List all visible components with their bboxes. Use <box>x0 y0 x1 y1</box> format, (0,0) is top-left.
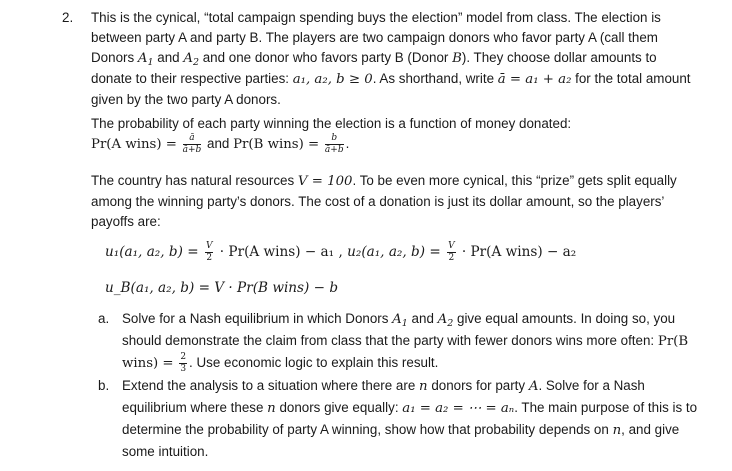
intro-text-1: This is the cynical, “total campaign spending buys the election” model from class. The election is between party A and party B. The players are two campaign donors who favor party A (call them Donors <box>91 10 661 65</box>
two-thirds-fraction: $\frac{2}{3}$ <box>180 351 187 374</box>
payoff-equations-a <box>105 240 695 264</box>
intro-text-2: and <box>153 50 184 65</box>
n-symbol-1: n <box>419 379 428 394</box>
donor-b: B <box>452 51 462 66</box>
donor-a2: $A_2$ <box>183 51 199 68</box>
ub-equation: u_B(a₁, a₂, b) = V · Pr(B wins) − b <box>105 280 339 296</box>
v-definition: V = 100 <box>297 174 353 189</box>
equation-separator: , <box>338 244 343 260</box>
payoff-text-1: The country has natural resources <box>91 173 298 188</box>
u2-rhs: · Pr(A wins) − a₂ <box>461 244 577 260</box>
part-a-donor-a2: $A_2$ <box>437 312 454 329</box>
part-a-donor-a1: $A_1$ <box>392 312 408 329</box>
payoff-paragraph <box>91 171 691 232</box>
n-symbol-3: n <box>612 423 622 438</box>
pr-b-fraction: $\frac{b}{ā+b}$ <box>324 133 344 155</box>
part-a-label: a. <box>98 311 110 326</box>
u1-half-fraction: $\frac{V}{2}$ <box>205 241 213 263</box>
payoff-text-2: . To be even more cynical, this “prize” gets split equally among the winning party’s donors. The cost of a donation is just its dollar amount, so the players’ payoffs are: <box>91 173 677 229</box>
part-a-text: Solve for a Nash equilibrium in which Donors $A_1$ and $A_2$ give equal amounts. In doing so, you should demonstrate the claim from class that the party with fewer donors wins more often: Pr(B wins) = $\frac{2}{3}$ . Use economic logic to explain this result. <box>122 311 689 374</box>
intro-text-5: . As shorthand, write <box>372 71 498 86</box>
abar-definition: ā = a₁ + a₂ <box>497 72 572 87</box>
part-b <box>98 375 698 462</box>
prob-text-and: and <box>203 136 234 152</box>
prob-text-end: . <box>345 136 350 152</box>
u1-rhs: · Pr(A wins) − a₁ <box>219 244 335 260</box>
part-a <box>98 308 698 374</box>
pr-a-lhs: Pr(A wins) = <box>91 137 177 153</box>
probability-text: The probability of each party winning the election is a function of money donated: <box>91 116 572 131</box>
payoff-equation-b <box>105 276 695 300</box>
n-symbol-2: n <box>267 401 276 416</box>
pr-b-claim: Pr(B wins) = <box>122 334 689 371</box>
question-number: 2. <box>62 10 74 25</box>
donation-constraint: a₁, a₂, b ≥ 0 <box>292 72 373 87</box>
pr-a-fraction: $\frac{ā}{ā+b}$ <box>182 133 202 155</box>
u1-lhs: u₁(a₁, a₂, b) = <box>105 244 199 260</box>
u2-lhs: u₂(a₁, a₂, b) = <box>347 244 441 260</box>
probability-formulas <box>91 134 691 155</box>
part-b-text: Extend the analysis to a situation where there are n donors for party A. Solve for a Nash equilibrium where these n donors give equally: a₁ = a₂ = ⋯ = aₙ. The main purpose of this is to determine the probability of party A winning, show how that probability depends on n, and give some intuition. <box>122 378 698 459</box>
pr-b-lhs: Pr(B wins) = <box>233 137 320 153</box>
probability-paragraph <box>91 114 691 155</box>
part-b-label: b. <box>98 378 110 393</box>
intro-paragraph <box>91 8 691 110</box>
intro-text-3: and one donor who favors party B (Donor <box>199 50 453 65</box>
u2-half-fraction: $\frac{V}{2}$ <box>448 241 455 263</box>
party-a-symbol: A <box>528 379 539 394</box>
donor-a1: $A_1$ <box>137 51 154 68</box>
intro-text-6: for the total amount given by the two party A donors. <box>91 71 691 107</box>
equal-donations: a₁ = a₂ = ⋯ = aₙ <box>402 401 515 416</box>
intro-text-4: ). They choose dollar amounts to donate to their respective parties: <box>91 50 657 86</box>
